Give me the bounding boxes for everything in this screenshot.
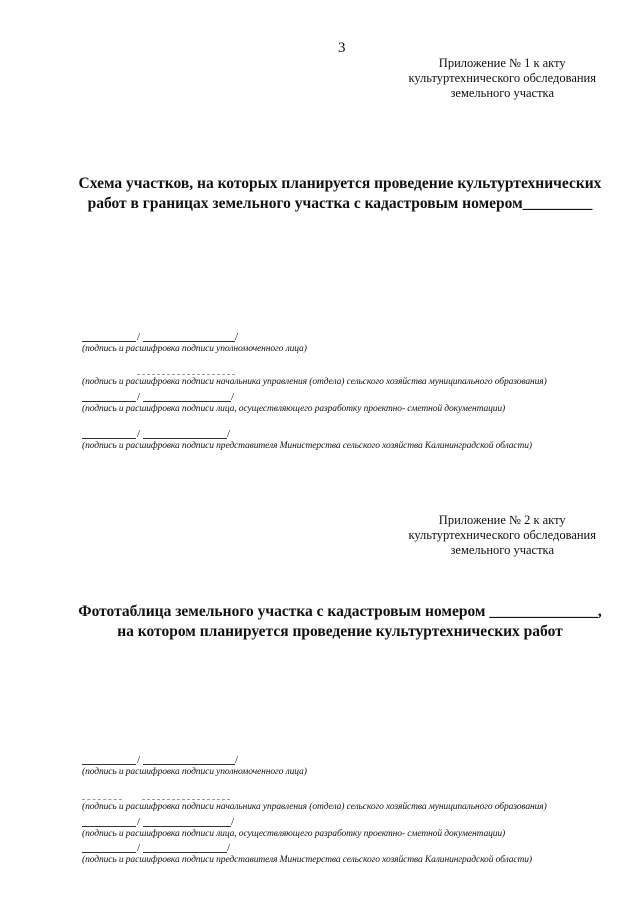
signature-line: / / [82,754,242,765]
signature-ministry-1 [82,428,532,451]
signature-developer-1 [82,391,505,414]
heading-2-line1: Фототаблица земельного участка с кадастровым номером ______________, [78,603,602,620]
signature-caption: (подпись и расшифровка подписи представителя Министерства сельского хозяйства Калининградской области) [82,441,532,451]
heading-1 [60,174,620,214]
signature-authorized-1 [82,331,307,354]
appendix-2-line3: земельного участка [450,543,554,557]
heading-2-line2: на котором планируется проведение культуртехнических работ [117,623,563,640]
signature-line: / / [82,391,242,402]
heading-1-line1: Схема участков, на которых планируется проведение культуртехнических [78,175,602,192]
signature-line [82,789,242,800]
signature-caption: (подпись и расшифровка подписи начальника управления (отдела) сельского хозяйства муниципального образования) [82,377,547,387]
signature-head-2 [82,789,547,812]
signature-caption: (подпись и расшифровка подписи уполномоченного лица) [82,344,307,354]
signature-authorized-2 [82,754,307,777]
signature-caption: (подпись и расшифровка подписи уполномоченного лица) [82,767,307,777]
signature-line: / / [82,331,242,342]
heading-2 [50,602,630,642]
heading-1-line2: работ в границах земельного участка с кадастровым номером_________ [87,195,593,212]
signature-head-1 [82,364,547,387]
signature-line: / / [82,842,242,853]
signature-caption: (подпись и расшифровка подписи представителя Министерства сельского хозяйства Калининградской области) [82,855,532,865]
appendix-2-title: Приложение № 2 к акту [438,513,566,527]
signature-caption: (подпись и расшифровка подписи лица, осуществляющего разработку проектно- сметной документации) [82,404,506,414]
page-number: 3 [338,40,346,56]
signature-line: / / [82,428,242,439]
signature-developer-2 [82,816,505,839]
signature-line: / / [82,816,242,827]
appendix-1-block [408,56,596,101]
appendix-1-line3: земельного участка [450,86,554,100]
signature-line [82,364,242,375]
signature-ministry-2 [82,842,532,865]
appendix-1-line2: культуртехнического обследования [408,71,596,85]
appendix-1-title: Приложение № 1 к акту [438,56,566,70]
signature-caption: (подпись и расшифровка подписи лица, осуществляющего разработку проектно- сметной документации) [82,829,506,839]
appendix-2-block [408,513,596,558]
signature-caption: (подпись и расшифровка подписи начальника управления (отдела) сельского хозяйства муниципального образования) [82,802,547,812]
appendix-2-line2: культуртехнического обследования [408,528,596,542]
